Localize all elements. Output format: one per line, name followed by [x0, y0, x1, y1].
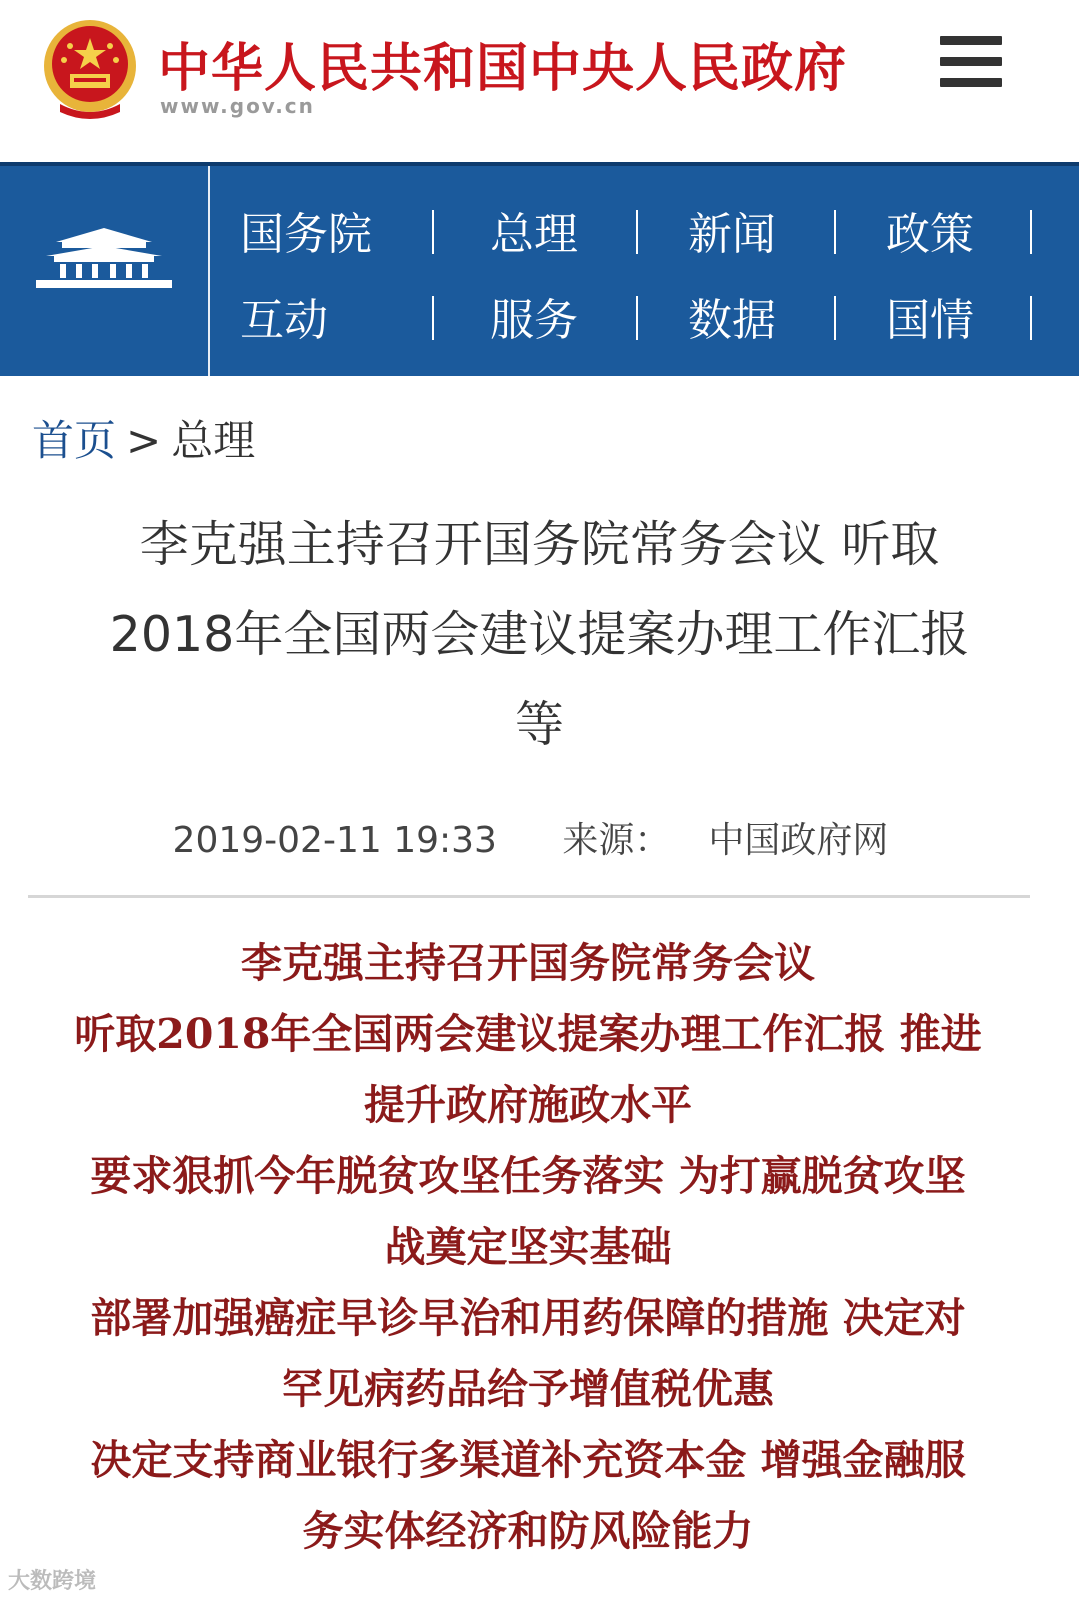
main-nav — [0, 162, 1079, 376]
nav-divider — [636, 210, 638, 254]
article-meta — [0, 812, 1079, 863]
nav-item-shuju[interactable]: 数据 — [688, 295, 776, 346]
summary-line: 决定支持商业银行多渠道补充资本金 增强金融服 — [90, 1436, 966, 1484]
nav-divider — [432, 210, 434, 254]
breadcrumb-home-link[interactable]: 首页 — [32, 416, 117, 465]
breadcrumb — [32, 408, 255, 468]
nav-divider — [1030, 210, 1032, 254]
watermark: 大数跨境 — [8, 1569, 97, 1594]
summary-line: 要求狠抓今年脱贫攻坚任务落实 为打赢脱贫攻坚 — [90, 1152, 966, 1200]
nav-divider — [834, 210, 836, 254]
nav-item-zongli[interactable]: 总理 — [490, 209, 578, 260]
article-title-line: 2018年全国两会建议提案办理工作汇报 — [109, 606, 970, 663]
nav-item-hudong[interactable]: 互动 — [240, 295, 328, 346]
nav-divider — [432, 296, 434, 340]
nav-divider — [834, 296, 836, 340]
nav-item-xinwen[interactable]: 新闻 — [688, 209, 776, 260]
article-source: 中国政府网 — [708, 820, 889, 861]
site-title[interactable]: 中华人民共和国中央人民政府 — [158, 38, 848, 99]
article-summary — [28, 928, 1028, 1567]
nav-divider — [636, 296, 638, 340]
article-title-line: 李克强主持召开国务院常务会议 听取 — [139, 516, 940, 573]
article-title — [20, 500, 1059, 770]
summary-line: 战奠定坚实基础 — [384, 1223, 672, 1271]
divider — [28, 895, 1030, 898]
source-label: 来源： — [562, 820, 671, 861]
nav-divider — [1030, 296, 1032, 340]
nav-item-guowuyuan[interactable]: 国务院 — [240, 209, 372, 260]
national-emblem-icon[interactable] — [40, 16, 140, 122]
menu-icon[interactable] — [940, 36, 1002, 88]
article-date: 2019-02-11 19:33 — [172, 820, 497, 861]
breadcrumb-current[interactable]: 总理 — [171, 416, 256, 465]
summary-line: 罕见病药品给予增值税优惠 — [282, 1365, 774, 1413]
building-icon[interactable] — [0, 166, 210, 376]
summary-line: 李克强主持召开国务院常务会议 — [241, 939, 815, 987]
nav-item-fuwu[interactable]: 服务 — [490, 295, 578, 346]
site-header — [0, 0, 1079, 162]
nav-item-zhengce[interactable]: 政策 — [886, 209, 974, 260]
summary-line: 提升政府施政水平 — [364, 1081, 692, 1129]
nav-item-guoqing[interactable]: 国情 — [886, 295, 974, 346]
article-title-line: 等 — [514, 696, 564, 753]
breadcrumb-separator: > — [126, 416, 162, 465]
site-url: www.gov.cn — [160, 94, 315, 118]
summary-line: 部署加强癌症早诊早治和用药保障的措施 决定对 — [90, 1294, 966, 1342]
summary-line: 务实体经济和防风险能力 — [302, 1507, 754, 1555]
summary-line: 听取2018年全国两会建议提案办理工作汇报 推进 — [74, 1010, 982, 1058]
